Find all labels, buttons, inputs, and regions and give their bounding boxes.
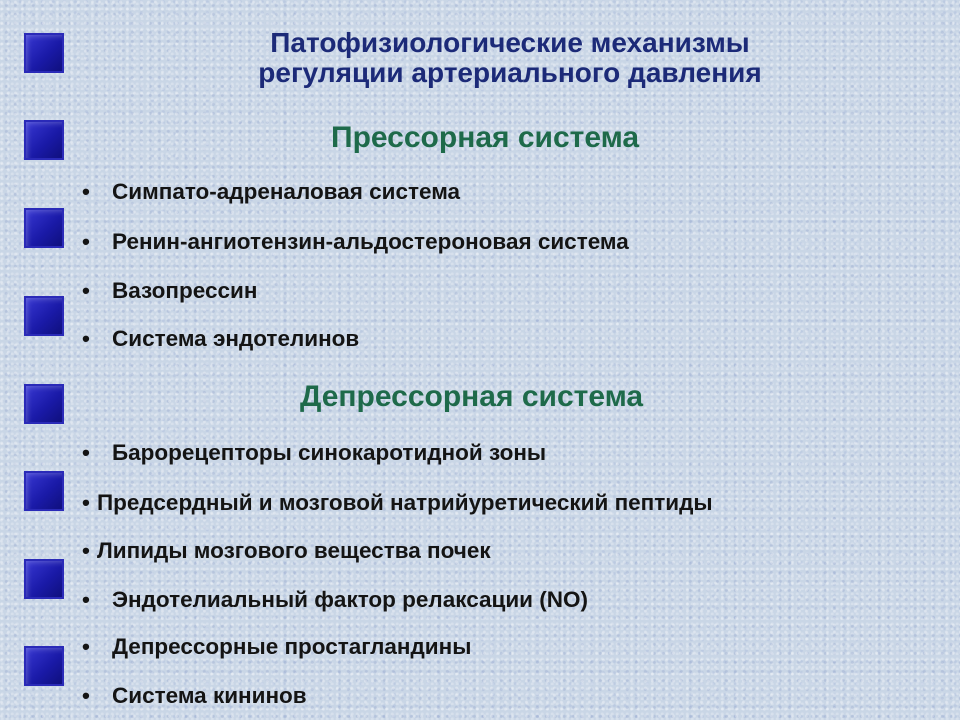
list-item [82,439,546,467]
list-item [82,178,460,206]
bullet-icon: • [82,440,90,465]
list-item-text: Ренин-ангиотензин-альдостероновая система [112,229,629,254]
square-marker [24,120,64,160]
list-item-text: Система эндотелинов [112,326,360,351]
slide-title [160,28,860,88]
square-marker [24,646,64,686]
depressor-heading: Депрессорная система [300,380,644,413]
bullet-icon: • [82,538,90,563]
bullet-icon: • [82,326,90,351]
list-item [82,586,588,614]
square-marker [24,296,64,336]
square-marker [24,384,64,424]
pressor-heading: Прессорная система [331,121,640,154]
bullet-icon: • [82,179,90,204]
list-item [82,228,629,256]
list-item-text: Барорецепторы синокаротидной зоны [112,440,547,465]
square-marker [24,471,64,511]
list-item [82,325,359,353]
square-marker [24,559,64,599]
title-line-1: Патофизиологические механизмы [270,27,750,58]
bullet-icon: • [82,229,90,254]
list-item-text: Эндотелиальный фактор релаксации (NO) [112,587,588,612]
list-item [82,277,257,305]
list-item-text: Депрессорные простагландины [112,634,472,659]
list-item [82,537,491,565]
list-item [82,633,471,661]
square-marker [24,33,64,73]
list-item-text: Предсердный и мозговой натрийуретический пептиды [97,490,713,515]
list-item-text: Вазопрессин [112,278,258,303]
title-line-2: регуляции артериального давления [258,57,762,88]
bullet-icon: • [82,278,90,303]
bullet-icon: • [82,587,90,612]
bullet-icon: • [82,490,90,515]
list-item-text: Липиды мозгового вещества почек [97,538,491,563]
bullet-icon: • [82,634,90,659]
bullet-icon: • [82,683,90,708]
list-item [82,489,713,517]
list-item-text: Симпато-адреналовая система [112,179,461,204]
list-item [82,682,307,710]
square-marker [24,208,64,248]
list-item-text: Система кининов [112,683,307,708]
